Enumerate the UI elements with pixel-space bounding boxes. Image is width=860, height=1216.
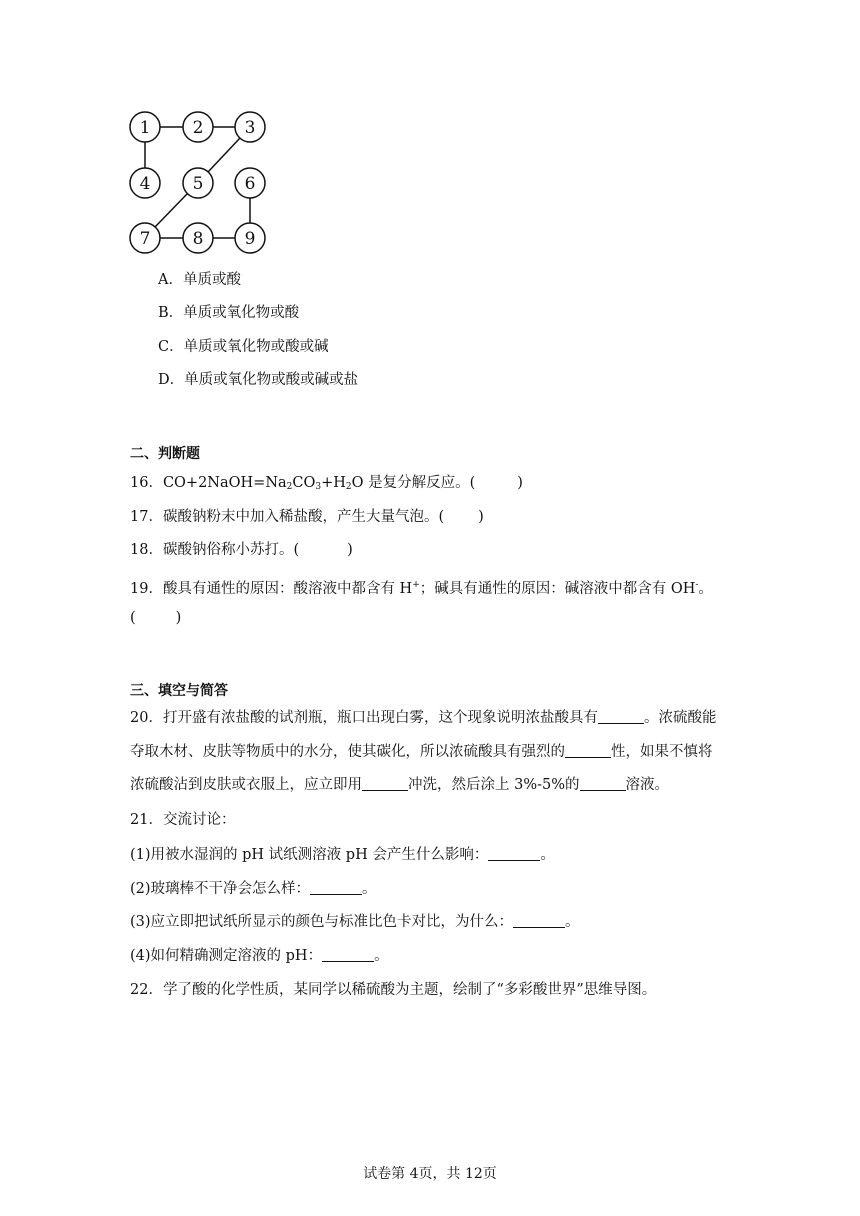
question-21-item-4: (4)如何精确测定溶液的 pH： 。 [130,948,389,964]
node-label-1: 1 [139,118,151,138]
question-21-item-3: (3)应立即把试纸所显示的颜色与标准比色卡对比，为什么： 。 [130,914,580,930]
option-b: B．单质或氧化物或酸 [158,305,300,321]
question-20-line-2: 夺取木材、皮肤等物质中的水分，使其碳化，所以浓硫酸具有强烈的 性，如果不慎将 [130,744,713,760]
question-18: 18．碳酸钠俗称小苏打。( ) [130,542,353,558]
node-label-7: 7 [139,229,151,249]
question-16: 16．$CO+2NaOH=Na_2CO_3+H_2O$ 是复分解反应。( ) [130,475,523,492]
node-label-6: 6 [244,174,256,194]
question-17: 17．碳酸钠粉末中加入稀盐酸，产生大量气泡。( ) [130,509,484,525]
node-label-2: 2 [192,118,204,138]
answer-blank[interactable] [488,846,540,861]
node-label-8: 8 [192,229,204,249]
answer-blank[interactable] [362,776,408,791]
question-21-item-1: (1)用被水湿润的 pH 试纸测溶液 pH 会产生什么影响： 。 [130,847,555,863]
page-footer: 试卷第 4页，共 12页 [363,1166,497,1182]
question-22: 22．学了酸的化学性质，某同学以稀硫酸为主题，绘制了“多彩酸世界”思维导图。 [130,982,657,998]
option-a: A．单质或酸 [158,272,241,288]
node-label-4: 4 [139,174,151,194]
answer-blank[interactable] [598,709,644,724]
question-20-line-1: 20．打开盛有浓盐酸的试剂瓶，瓶口出现白雾，这个现象说明浓盐酸具有 。浓硫酸能 [130,710,717,726]
edge-5-7 [155,194,187,227]
question-19-answer-bracket: ( ) [130,610,182,626]
answer-blank[interactable] [513,913,565,928]
edge-3-5 [208,138,240,172]
answer-blank[interactable] [580,776,626,791]
node-graph-diagram [126,108,272,256]
node-label-5: 5 [192,174,204,194]
section-heading-judgement: 二、判断题 [130,446,200,462]
option-c: C．单质或氧化物或酸或碱 [158,339,329,355]
answer-blank[interactable] [310,880,362,895]
answer-blank[interactable] [322,947,374,962]
question-19: 19．酸具有通性的原因：酸溶液中都含有 H+；碱具有通性的原因：碱溶液中都含有 OH-。 [130,580,713,597]
question-21-item-2: (2)玻璃棒不干净会怎么样： 。 [130,881,377,897]
option-d: D．单质或氧化物或酸或碱或盐 [158,372,359,388]
question-21-title: 21．交流讨论： [130,812,236,828]
question-20-line-3: 浓硫酸沾到皮肤或衣服上，应立即用 冲洗，然后涂上 3%-5%的 溶液。 [130,777,670,793]
answer-blank[interactable] [565,743,611,758]
node-label-3: 3 [244,118,256,138]
node-label-9: 9 [244,229,256,249]
section-heading-fill-in: 三、填空与简答 [130,683,228,699]
